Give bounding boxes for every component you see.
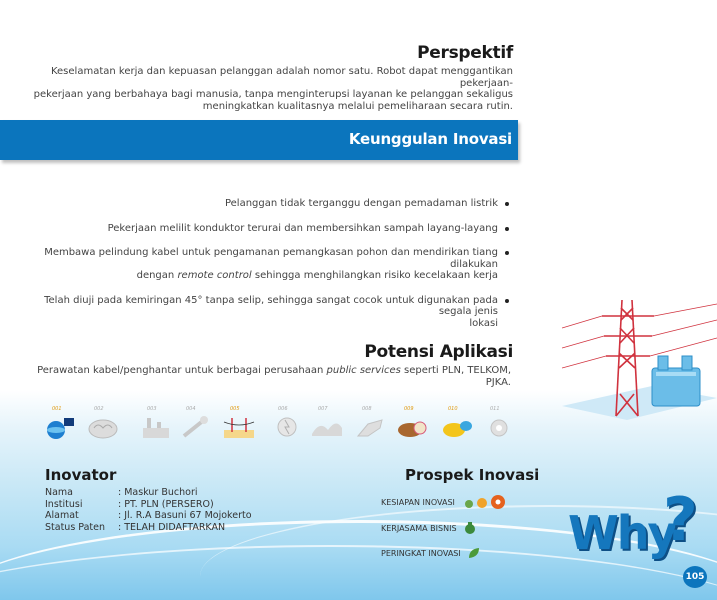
info-row: Nama : Maskur Buchori: [45, 487, 198, 498]
satellite-icon: [44, 414, 78, 440]
keunggulan-item: Telah diuji pada kemiringan 45° tanpa selip, sehingga sangat cocok untuk digunakan pada segala jenis lokasi: [30, 295, 510, 330]
keunggulan-item: Pekerjaan melilit konduktor terurai dan membersihkan sampah layang-layang: [30, 223, 510, 235]
water-icon: [310, 414, 344, 440]
category-icon-003: 003: [139, 406, 175, 444]
keunggulan-title: Keunggulan Inovasi: [348, 130, 512, 148]
perspektif-title: Perspektif: [417, 43, 513, 63]
keunggulan-list: [30, 198, 510, 342]
leaf-icon: [467, 546, 481, 560]
keunggulan-item: Pelanggan tidak terganggu dengan pemadaman listrik: [30, 198, 510, 210]
factory-icon: [139, 414, 173, 440]
brain-icon: [86, 414, 120, 440]
gear-icon: [482, 414, 516, 440]
gear-rating-icon: [461, 493, 511, 511]
keunggulan-item: Membawa pelindung kabel untuk pengamanan pemangkasan pohon dan mendirikan tiang dilakukan dengan remote control sehingga menghilangkan risiko kecelakaan kerja: [30, 247, 510, 282]
food-icon: [396, 414, 430, 440]
why-question-mark: ?: [663, 485, 698, 555]
category-icon-005: 005: [222, 406, 258, 444]
potensi-text: Perawatan kabel/penghantar untuk berbagai perusahaan public services seperti PLN, TELKOM, PJKA.: [37, 365, 511, 388]
perspektif-text-line: Keselamatan kerja dan kepuasan pelanggan adalah nomor satu. Robot dapat menggantikan pekerjaan-: [50, 66, 513, 89]
category-icon-007: 007: [310, 406, 346, 444]
prospek-title: Prospek Inovasi: [405, 466, 540, 484]
category-icon-row: [44, 406, 524, 446]
why-logo-text: Why: [568, 506, 676, 560]
info-row: Status Paten : TELAH DIDAFTARKAN: [45, 521, 226, 533]
info-row: Institusi : PT. PLN (PERSERO): [45, 498, 214, 510]
money-bag-icon: [463, 521, 477, 535]
category-icon-006: 006: [270, 406, 306, 444]
page-number: 105: [683, 566, 707, 588]
category-icon-001: 001: [44, 406, 80, 444]
info-row: Alamat : Jl. R.A Basuni 67 Mojokerto: [45, 510, 252, 521]
category-icon-009: 009: [396, 406, 432, 444]
perspektif-text-line: meningkatkan kualitasnya melalui pemeliharaan secara rutin.: [202, 100, 513, 112]
category-icon-002: 002: [86, 406, 122, 444]
inovator-info: [45, 487, 252, 533]
category-icon-011: 011: [482, 406, 518, 444]
potensi-title: Potensi Aplikasi: [364, 342, 513, 362]
prospek-item-kerjasama: KERJASAMA BISNIS: [381, 521, 477, 535]
hand-icon: [354, 414, 388, 440]
category-icon-010: 010: [440, 406, 476, 444]
category-icon-004: 004: [178, 406, 214, 444]
tools-icon: [178, 414, 212, 440]
inovator-title: Inovator: [45, 466, 117, 484]
perspektif-text-line: pekerjaan yang berbahaya bagi manusia, tanpa menginterupsi layanan ke pelanggan sekaligus: [33, 89, 513, 100]
keunggulan-banner: [0, 120, 518, 160]
category-icon-008: 008: [354, 406, 390, 444]
fish-icon: [440, 414, 474, 440]
energy-icon: [270, 414, 304, 440]
prospek-item-kesiapan: KESIAPAN INOVASI: [381, 493, 511, 511]
transmission-tower-illustration: [562, 298, 717, 423]
prospek-item-peringkat: PERINGKAT INOVASI: [381, 546, 481, 560]
power-grid-icon: [222, 414, 256, 440]
perspektif-text: [33, 66, 513, 112]
